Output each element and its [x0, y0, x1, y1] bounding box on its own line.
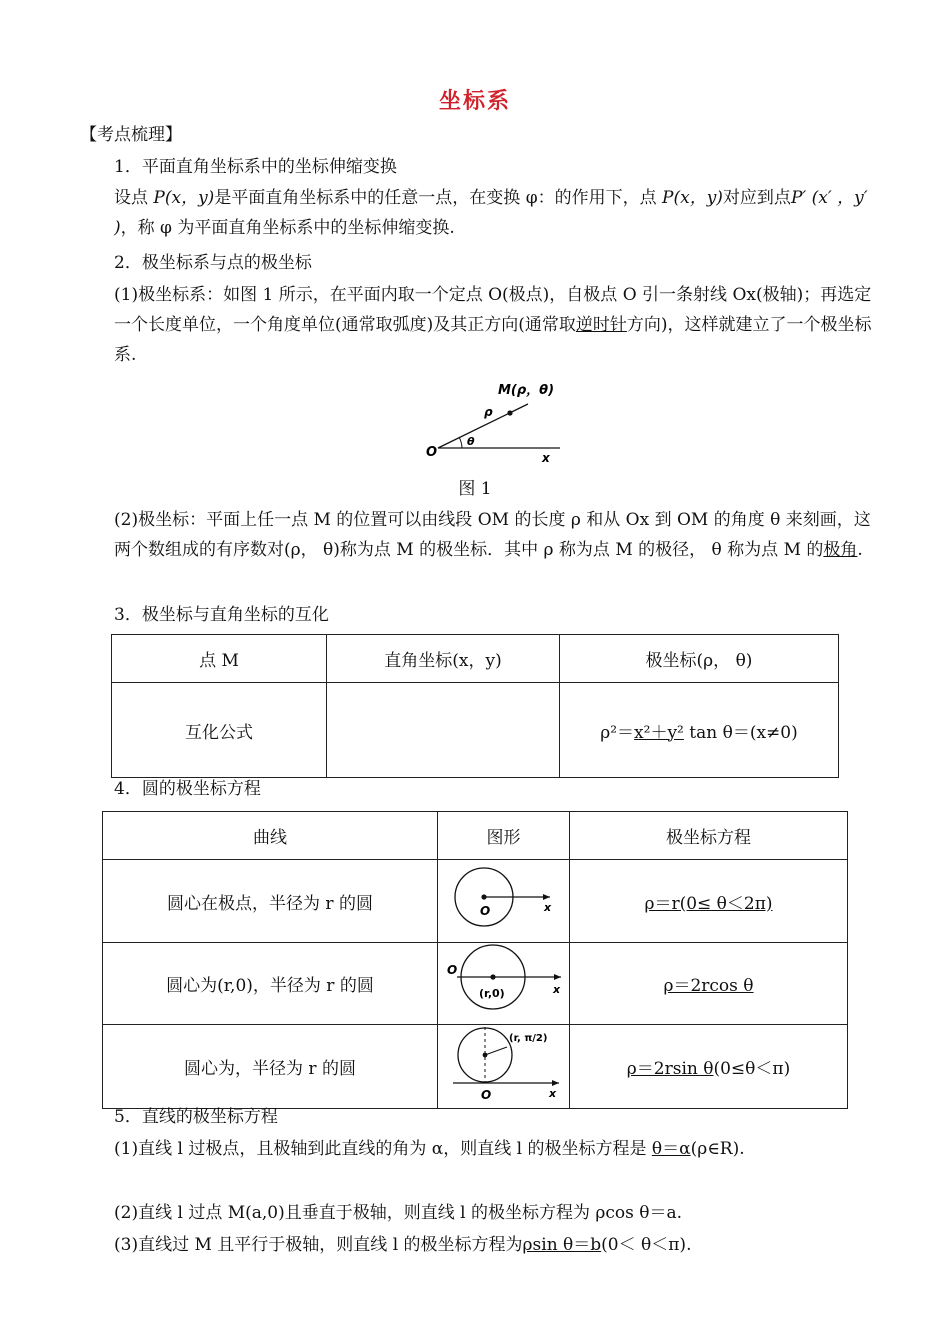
- circle-on-axis-figure: [443, 943, 565, 1019]
- svg-text:O: O: [480, 1088, 491, 1102]
- s3-heading: 3．极坐标与直角坐标的互化: [114, 605, 329, 625]
- table-cell-figure: [438, 860, 570, 943]
- point-m: [507, 410, 512, 415]
- label-rho: ρ: [484, 405, 493, 419]
- s1-heading: 1．平面直角坐标系中的坐标伸缩变换: [114, 157, 397, 177]
- label-m: M(ρ，θ): [498, 383, 555, 398]
- table-cell-formula: ρ²＝x²＋y² tan θ＝(x≠0): [560, 683, 839, 778]
- table-cell-figure: [438, 1025, 570, 1109]
- table-row: [103, 1025, 848, 1109]
- s2-heading: 2．极坐标系与点的极坐标: [114, 253, 312, 273]
- label-o: O: [426, 445, 438, 460]
- svg-text:(r,0): (r,0): [478, 987, 505, 1000]
- s2-paragraph-1: (1)极坐标系：如图 1 所示，在平面内取一个定点 O(极点)，自极点 O 引一条射线 Ox(极轴)；再选定一个长度单位，一个角度单位(通常取弧度)及其正方向(通常取逆时针方向)，这样就建立了一个极坐标系.: [114, 285, 872, 365]
- s2-paragraph-2: (2)极坐标：平面上任一点 M 的位置可以由线段 OM 的长度 ρ 和从 Ox 到 OM 的角度 θ 来刻画，这两个数组成的有序数对(ρ， θ)称为点 M 的极坐标．其中 ρ 称为点 M 的极径， θ 称为点 M 的极角.: [114, 510, 871, 560]
- circle-above-pole-figure: [443, 1025, 565, 1103]
- table-cell-equation: ρ＝r(0≤ θ＜2π): [570, 860, 848, 943]
- ray-om: [438, 404, 528, 448]
- table-cell: 圆心为(r,0)，半径为 r 的圆: [103, 943, 438, 1025]
- svg-text:x: x: [548, 1087, 556, 1100]
- table-header: 极坐标方程: [570, 812, 848, 860]
- svg-text:x: x: [552, 983, 560, 996]
- s5-line-2: (2)直线 l 过点 M(a,0)且垂直于极轴，则直线 l 的极坐标方程为 ρcos θ＝a.: [114, 1203, 683, 1223]
- s4-heading: 4．圆的极坐标方程: [114, 779, 261, 799]
- table-cell: [327, 683, 560, 778]
- table-cell-figure: [438, 943, 570, 1025]
- table-cell: 互化公式: [112, 683, 327, 778]
- s1-paragraph: 设点 P(x，y)是平面直角坐标系中的任意一点，在变换 φ：的作用下，点 P(x，y)对应到点P′ (x′ ，y′ )，称 φ 为平面直角坐标系中的坐标伸缩变换.: [114, 188, 868, 238]
- table-cell-equation: ρ＝2rcos θ: [570, 943, 848, 1025]
- label-theta: θ: [467, 435, 475, 448]
- s5-line-1: (1)直线 l 过极点，且极轴到此直线的角为 α，则直线 l 的极坐标方程是 θ＝α(ρ∈R).: [114, 1139, 745, 1159]
- label-x: x: [542, 451, 550, 465]
- s5-heading: 5．直线的极坐标方程: [114, 1107, 278, 1127]
- table-header: 直角坐标(x，y): [327, 635, 560, 683]
- circle-at-pole-figure: [444, 861, 564, 937]
- table-cell-equation: ρ＝2rsin θ(0≤θ＜π): [570, 1025, 848, 1109]
- conversion-table: [111, 634, 839, 778]
- table-header: 极坐标(ρ， θ): [560, 635, 839, 683]
- s5-line-3: (3)直线过 M 且平行于极轴，则直线 l 的极坐标方程为ρsin θ＝b(0＜ θ＜π).: [114, 1235, 692, 1255]
- table-row: [103, 943, 848, 1025]
- svg-text:(r, π/2): (r, π/2): [508, 1033, 547, 1044]
- svg-text:x: x: [543, 900, 551, 914]
- circle-table: [102, 811, 848, 1109]
- figure-caption: 图 1: [458, 479, 492, 499]
- table-cell: 圆心为，半径为 r 的圆: [103, 1025, 438, 1109]
- table-row: [103, 860, 848, 943]
- figure-1: [420, 376, 570, 468]
- table-header: 图形: [438, 812, 570, 860]
- svg-text:O: O: [479, 903, 490, 918]
- section-header: 【考点梳理】: [80, 125, 182, 145]
- page-title: 坐标系: [438, 89, 511, 114]
- angle-arc-icon: [459, 437, 462, 448]
- table-header: 曲线: [103, 812, 438, 860]
- svg-text:O: O: [446, 963, 457, 977]
- table-cell: 圆心在极点，半径为 r 的圆: [103, 860, 438, 943]
- table-header: 点 M: [112, 635, 327, 683]
